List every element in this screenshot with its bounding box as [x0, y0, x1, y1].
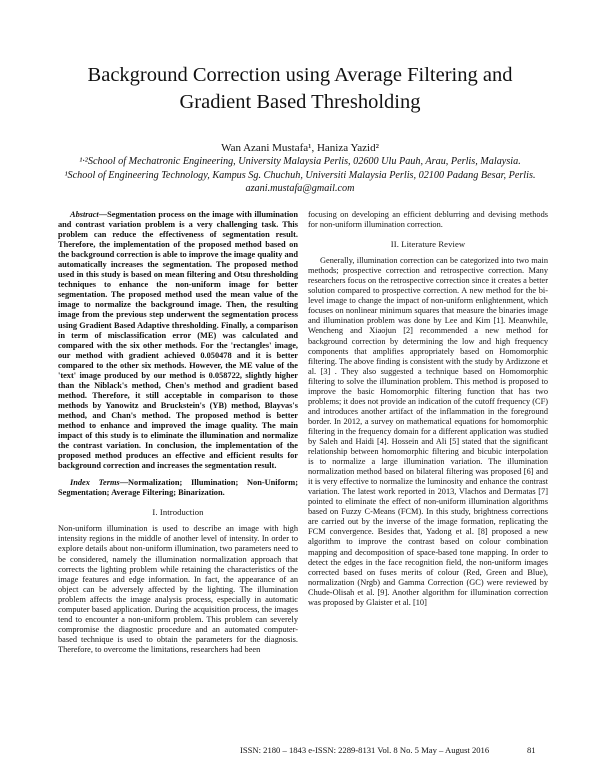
- index-terms-text: —Normalization; Illumination; Non-Uniform; Segmentation; Average Filtering; Binarization.: [58, 478, 298, 498]
- author-block: [40, 142, 560, 196]
- footer-issn: ISSN: 2180 – 1843 e-ISSN: 2289-8131 Vol. 8 No. 5 May – August 2016: [240, 745, 490, 755]
- right-column: [308, 210, 548, 608]
- abstract: [58, 210, 298, 471]
- page-number: 81: [527, 745, 536, 755]
- index-terms: [58, 478, 298, 498]
- section-heading-introduction: I. Introduction: [152, 507, 204, 518]
- continued-paragraph: focusing on developing an efficient deblurring and devising methods for non-uniform illumination correction.: [308, 210, 548, 230]
- index-terms-label: Index Terms: [70, 478, 120, 488]
- left-column: [58, 210, 298, 655]
- section-heading-literature-review: II. Literature Review: [390, 239, 466, 250]
- literature-review-paragraph: Generally, illumination correction can be categorized into two main methods; prospective correction and retrospective correction. Many researchers focus on the retrospective correction since it creates a better solution compared to prospective correction. A new method for the bi-level image to change the impact of non-uniform enlightenment, which focuses on nonlinear minimum squares that measure the binaries image and illumination problem was done by Lee and Kim [1]. Meanwhile, Wencheng and Xiaojun [2] recommended a new method for background correction by determining the low and high frequency components that amplifies appropriately based on Homomorphic filtering. The above finding is consistent with the study by Ardizzone et al. [3] . They also suggested a technique based on Homomorphic filtering to solve the illumination problem. This method is proposed to improve the basic Homomorphic filtering function that has two problems; it does not provide an indication of the cutoff frequency (CF) and introduces another artifact of the inflammation in the foreground border. In 2012, a survey on mathematical equations for homomorphic filtering in the frequency domain for a different application was studied by Saleh and Haidi [4]. Hossein and Ali [5] stated that the significant relationship between homomorphic filtering and bicubic interpolation is to normalize a large illumination variation. The illumination normalization method based on bilateral filtering was proposed [6] and it is very effective to normalize the luminosity and enhance the contrast variation. The latest work reported in 2013, Vlachos and Dermatas [7] pointed to eliminate the effect of non-uniform illumination algorithms based on Fuzzy C-Means (FCM). In this study, brightness corrections are carried out by the inverse of the image formation, replicating the FCM convergence. Besides that, Yadong et al. [8] proposed a new algorithm to improve the contrast based on colour combination mapping and decomposition of space-based tone mapping. In order to detect the edges in the face recognition field, the non-uniform images corrected based on fuses merits of colour (Red, Green and Blue), normalization (Nrgb) and Gamma Correction (GC) were reviewed by Chude-Olisah et al. [9]. Another algorithm for illumination correction was proposed by Glaister et al. [10]: [308, 256, 548, 607]
- introduction-paragraph: Non-uniform illumination is used to describe an image with high intensity regions in the middle of another level of intensity. In order to explore details about non-uniform illumination, two parameters need to be considered, namely the illumination normalization approach that corrects the lighting problem while retaining the characteristics of the image features and edge information. In fact, the appearance of an object can be adversely affected by the lighting. The illumination problem affects the image analysis process, especially in automatic computer based application. During the acquisition process, the images tend to encounter a non-uniform problem. This problem can severely compromise the diagnostic procedure and an automated computer-based technique is used to obtain the parameters for the diagnosis. Therefore, to overcome the limitations, researchers had been: [58, 524, 298, 654]
- title-line-1: Background Correction using Average Filtering and: [87, 64, 513, 86]
- author-email[interactable]: azani.mustafa@gmail.com: [245, 183, 355, 195]
- author-names: Wan Azani Mustafa¹, Haniza Yazid²: [221, 142, 379, 154]
- affiliation-1: ¹·²School of Mechatronic Engineering, University Malaysia Perlis, 02600 Ulu Pauh, Arau, Perlis, Malaysia.: [79, 156, 521, 168]
- abstract-text: —Segmentation process on the image with illumination and contrast variation problem is a very challenging task. This problem can reduce the effectiveness of segmentation result. Therefore, the implementation of the proposed method based on the background correction is able to improve the image quality and automatically increases the segmentation. The proposed method used in this study is based on mean filtering and Otsu thresholding techniques to enhance the non-uniform image for better segmentation. The proposed method used the mean value of the image to normalize the background image. Then, the resulting image from the previous step underwent the segmentation process using Gradient Based Adaptive thresholding. Finally, a comparison in term of misclassification error (ME) was calculated and compared with the six other methods. For the 'rectangles' image, our method with gradient achieved 0.050478 and it is better compared to the other six methods. However, the ME value of the 'text' image produced by our method is 0.058722, slightly higher than the Niblack's method, Chen's method and gradient based method. Therefore, it still acceptable in comparison to those methods by Yanowitz and Bruckstein's (YB) method, Blayvas's method, and Chan's method. The proposed method is better method to enhance and improved the image quality. The main impact of this study is to eliminate the illumination and normalize the contrast variation. In conclusion, the implementation of the proposed method produces an effective and efficient results for background correction and increases the segmentation result.: [58, 210, 298, 471]
- abstract-label: Abstract: [70, 210, 99, 219]
- title-line-2: Gradient Based Thresholding: [179, 91, 421, 113]
- paper-title: [40, 62, 560, 116]
- affiliation-2: ¹School of Engineering Technology, Kampus Sg. Chuchuh, Universiti Malaysia Perlis, 02100 Padang Besar, Perlis.: [64, 169, 536, 181]
